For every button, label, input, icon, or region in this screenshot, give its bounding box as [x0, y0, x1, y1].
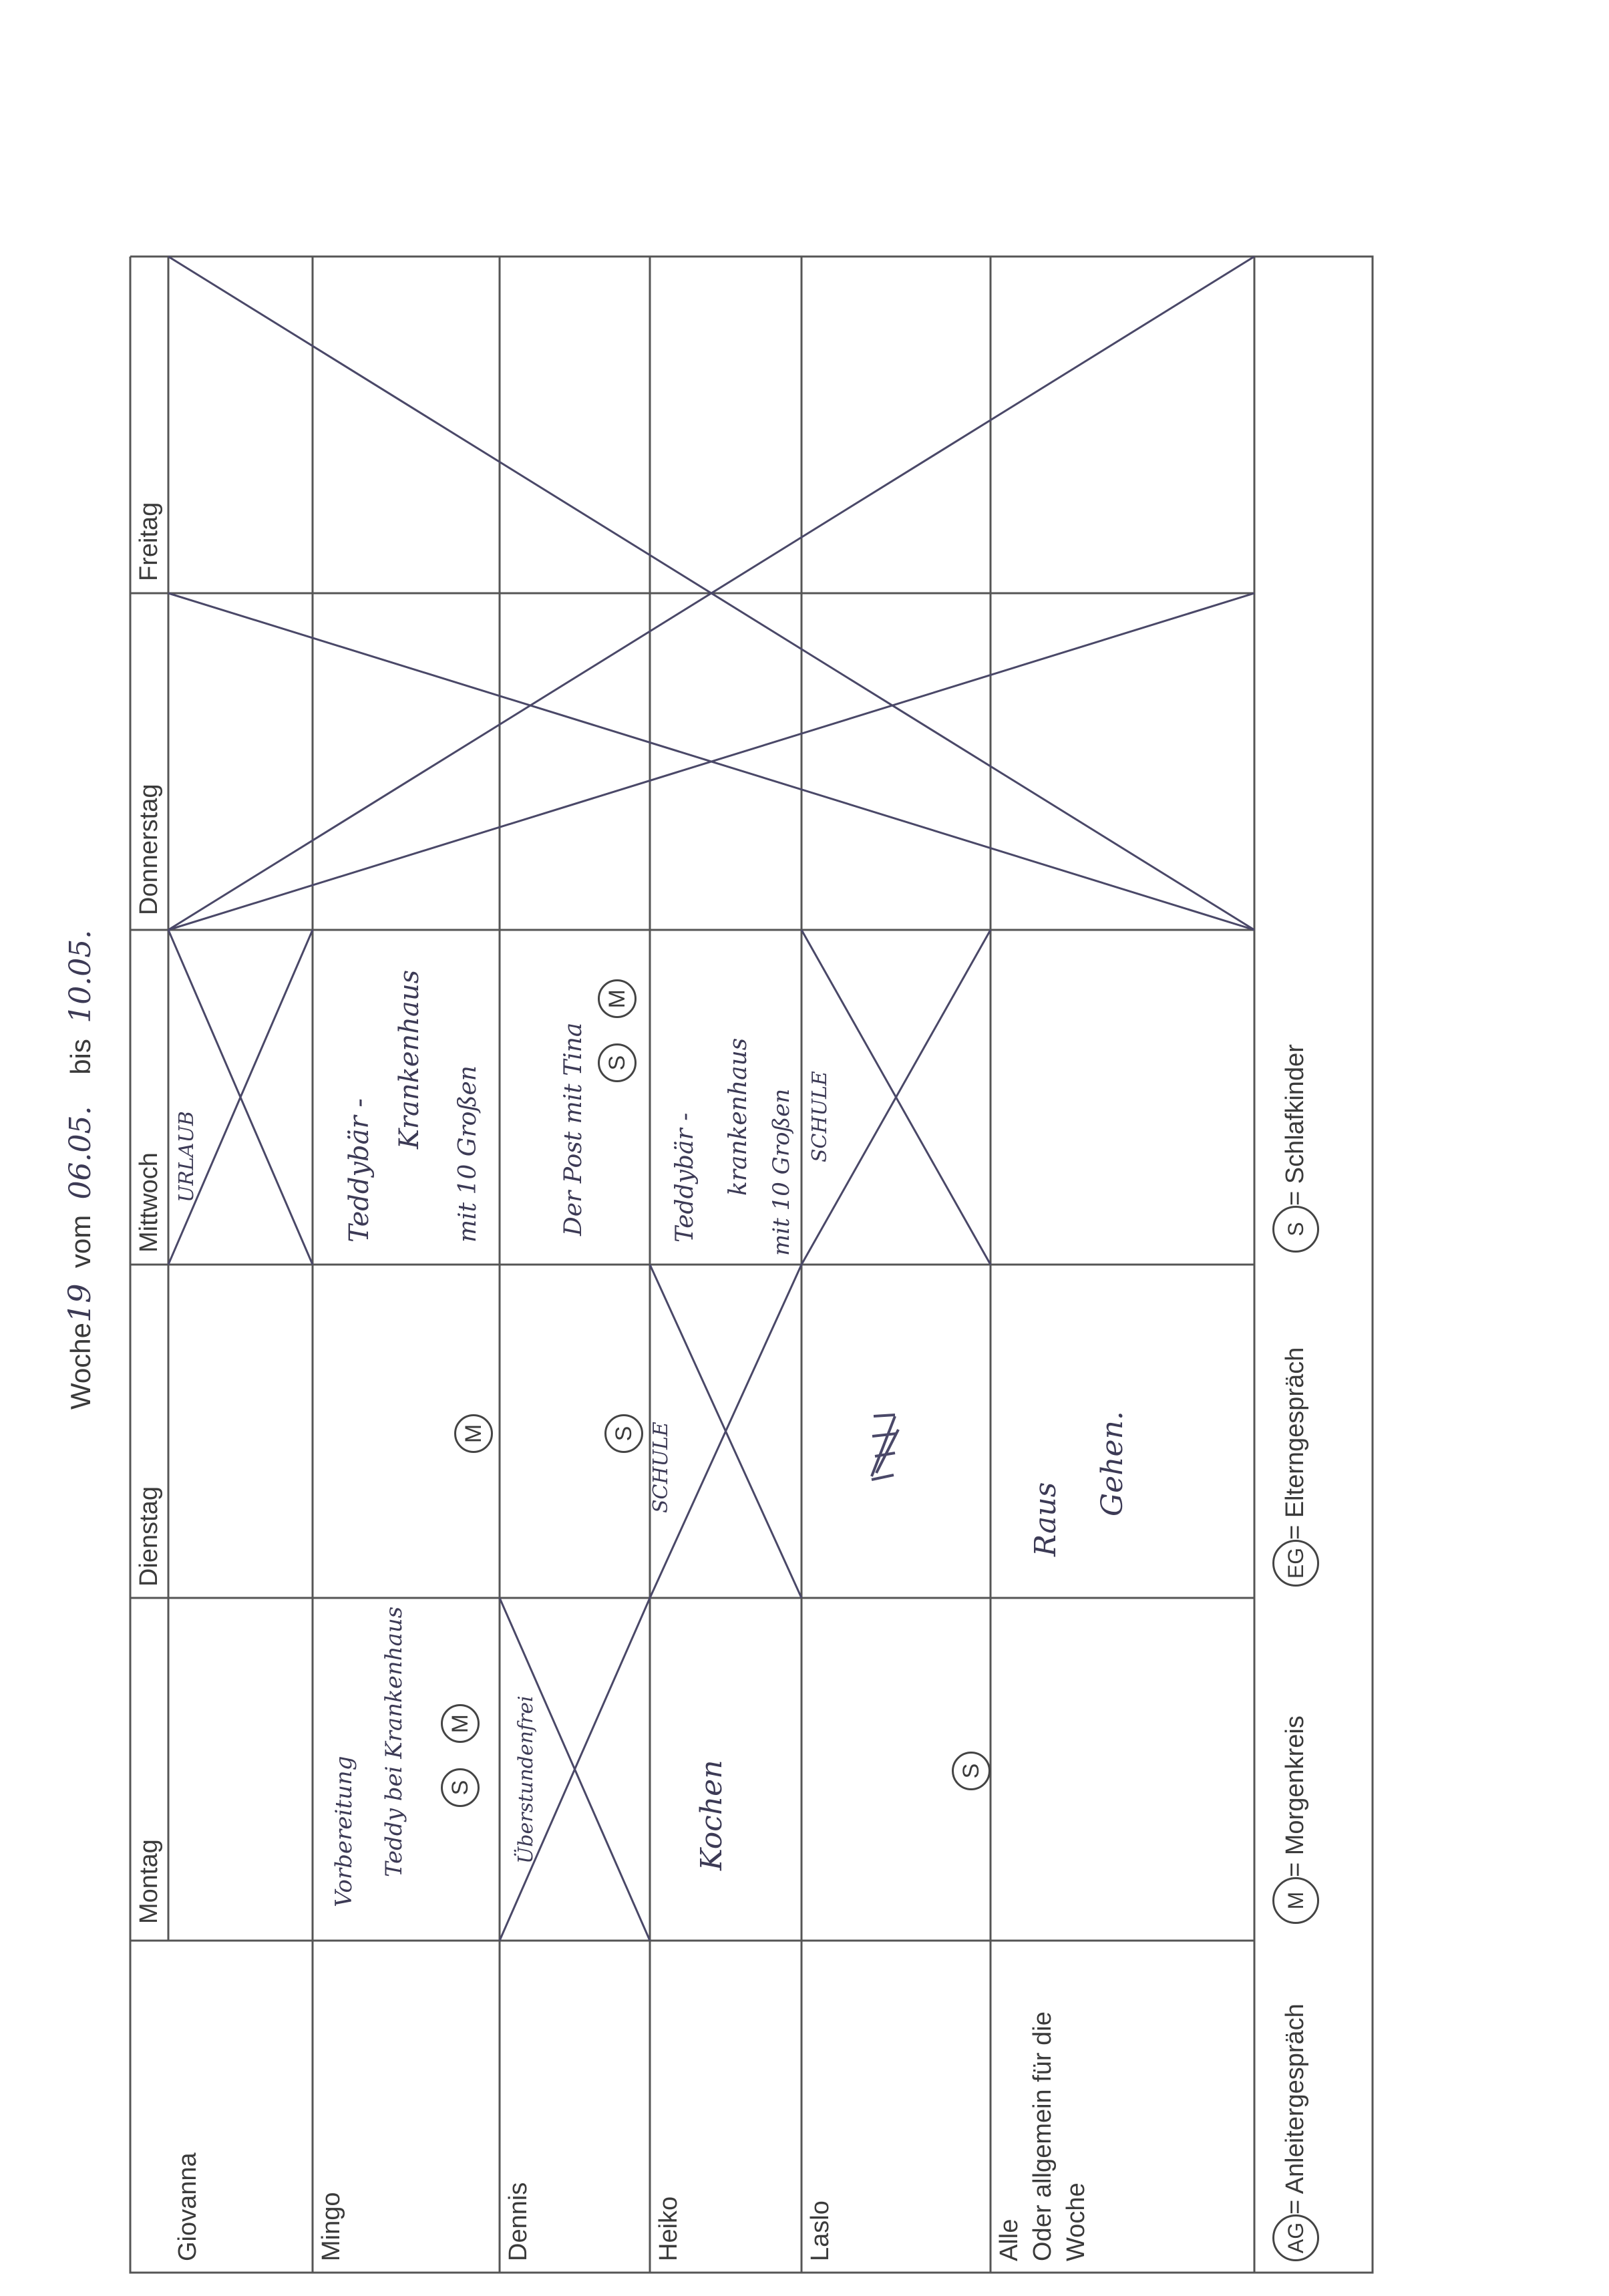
legend-schlafkinder [1272, 1044, 1319, 1253]
person-dennis: Dennis [504, 2182, 532, 2261]
vom-label: vom [65, 1214, 96, 1269]
person-laslo: Laslo [806, 2200, 834, 2261]
woche-label: Woche [65, 1323, 96, 1410]
entry-giovanna-mittwoch: URLAUB [175, 1111, 198, 1202]
day-header-montag: Montag [135, 1839, 163, 1924]
dennis-mittwoch-symbols [598, 979, 637, 1082]
day-header-freitag: Freitag [135, 502, 163, 581]
legend-morgenkreis [1272, 1715, 1319, 1924]
entry-dennis-montag: Überstundenfrei [514, 1695, 538, 1864]
legend-s-symbol: S [1272, 1206, 1319, 1253]
schlafkinder-symbol: S [598, 1043, 637, 1082]
person-mingo: Mingo [317, 2192, 345, 2261]
legend-s-text: = Schlafkinder [1281, 1044, 1309, 1206]
entry-dennis-mittwoch: Der Post mit Tina [560, 1022, 587, 1236]
entry-mingo-montag-2: Teddy bei Krankenhaus [381, 1606, 407, 1877]
entry-dennis-dienstag: SCHULE [649, 1422, 673, 1513]
person-alle-line3: Woche [1062, 2182, 1090, 2261]
entry-mingo-mittwoch-1: Teddybär - [344, 1098, 375, 1243]
entry-mingo-montag-1: Vorbereitung [331, 1756, 357, 1907]
entry-alle-dienstag-1: Raus [1029, 1482, 1063, 1556]
legend-m-symbol: M [1272, 1877, 1319, 1924]
entry-mingo-mittwoch-2: Krankenhaus [394, 969, 425, 1149]
morgenkreis-symbol: M [598, 979, 637, 1018]
legend-m-text: = Morgenkreis [1281, 1715, 1309, 1877]
day-header-donnerstag: Donnerstag [135, 784, 163, 915]
legend-eg-symbol: EG [1272, 1540, 1319, 1587]
day-header-mittwoch: Mittwoch [135, 1152, 163, 1253]
laslo-montag-symbols [952, 1752, 991, 1790]
page-title [61, 930, 98, 1410]
schlafkinder-symbol: S [604, 1414, 643, 1453]
mingo-dienstag-symbols [454, 1414, 493, 1453]
entry-alle-dienstag-2: Gehen. [1095, 1411, 1129, 1516]
entry-heiko-mittwoch-2: krankenhaus [725, 1037, 752, 1196]
schlafkinder-symbol: S [441, 1768, 480, 1807]
morgenkreis-symbol: M [441, 1704, 480, 1743]
schlafkinder-symbol: S [952, 1752, 991, 1790]
entry-heiko-mittwoch-3: mit 10 Großen [768, 1088, 795, 1256]
entry-mingo-mittwoch-3: mit 10 Großen [454, 1065, 482, 1243]
day-header-dienstag: Dienstag [135, 1486, 163, 1587]
vom-date: 06.05. [63, 1106, 98, 1200]
morgenkreis-symbol: M [454, 1414, 493, 1453]
legend-eg-text: = Elterngespräch [1281, 1347, 1309, 1540]
bis-date: 10.05. [63, 929, 98, 1023]
legend-ag-text: = Anleitergespräch [1281, 2003, 1309, 2215]
person-heiko: Heiko [655, 2196, 683, 2261]
scribble-mark [872, 1415, 898, 1480]
entry-heiko-montag: Kochen [695, 1760, 729, 1870]
legend-anleitergespraech [1272, 2003, 1319, 2261]
legend-ag-symbol: AG [1272, 2215, 1319, 2261]
woche-number: 19 [61, 1283, 98, 1323]
bis-label: bis [65, 1039, 96, 1075]
person-giovanna: Giovanna [174, 2152, 202, 2261]
person-alle-line2: Oder allgemein für die [1029, 2011, 1057, 2261]
mingo-montag-symbols [441, 1704, 480, 1807]
person-alle-line1: Alle [995, 2219, 1023, 2261]
legend-elterngespraech [1272, 1347, 1319, 1587]
dennis-dienstag-symbols [604, 1414, 643, 1453]
entry-heiko-mittwoch-1: Teddybär - [671, 1112, 699, 1243]
entry-laslo-mittwoch: SCHULE [808, 1071, 832, 1162]
